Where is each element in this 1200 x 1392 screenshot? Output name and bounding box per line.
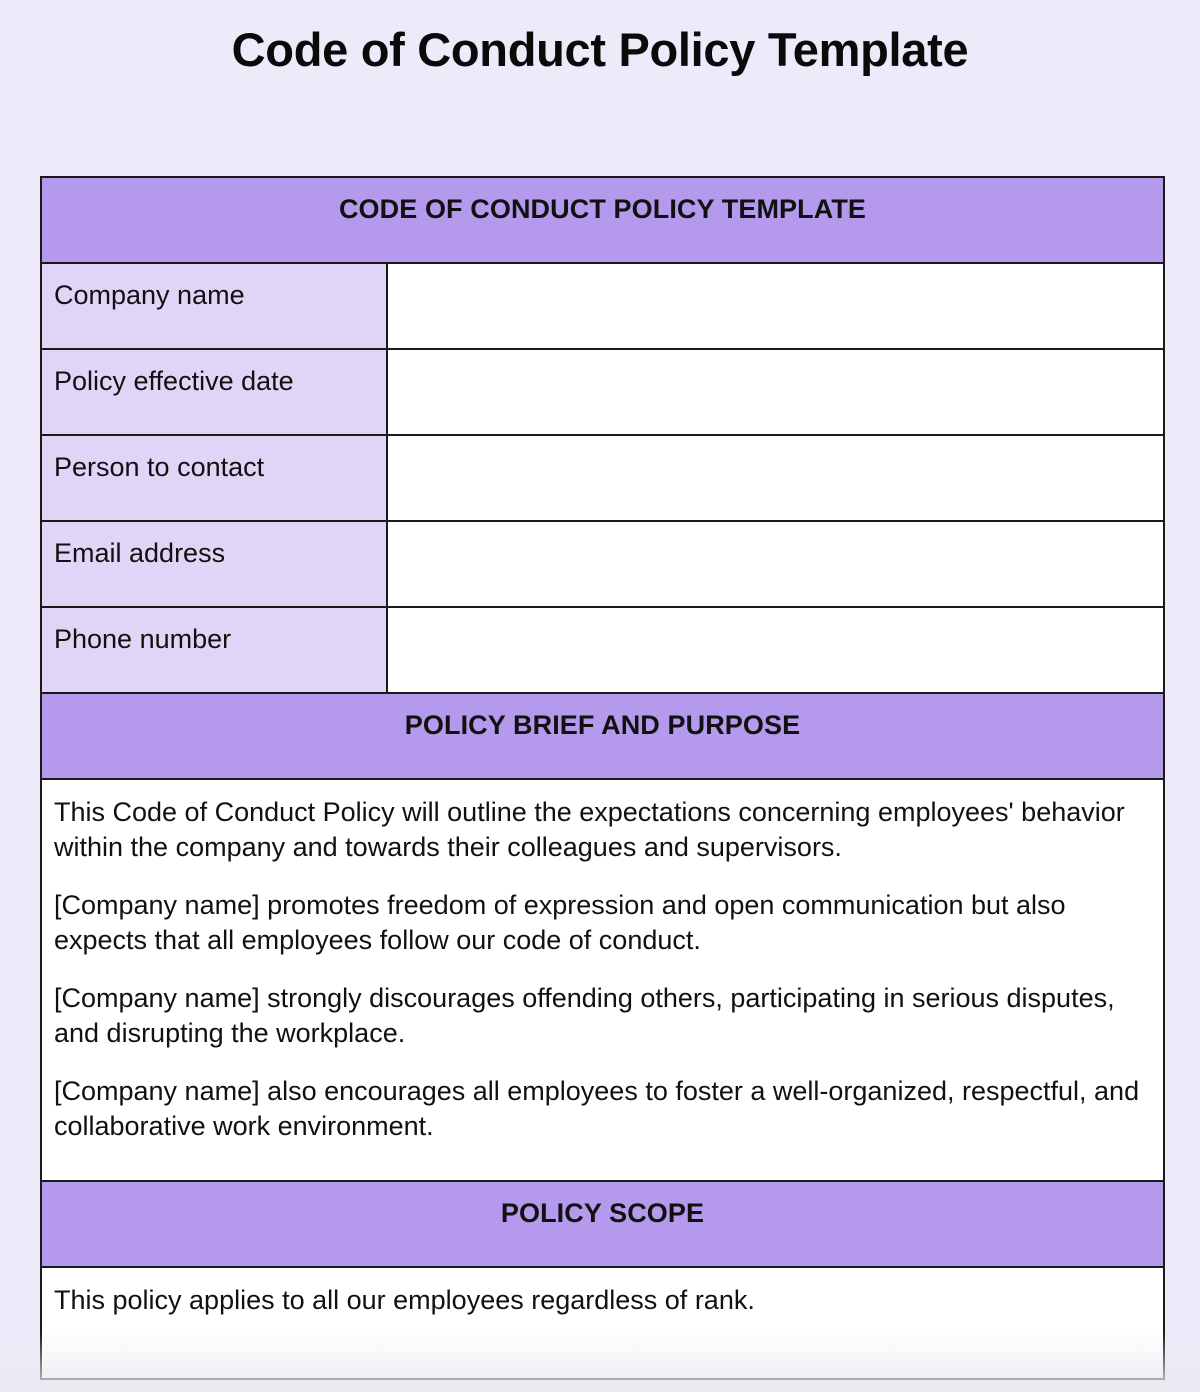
field-row-phone-number [41,607,1164,693]
field-label-policy-effective-date: Policy effective date [41,349,387,435]
field-label-company-name: Company name [41,263,387,349]
paragraph: [Company name] strongly discourages offending others, participating in serious disputes, and disrupting the workplace. [54,983,1115,1048]
section-heading-policy-brief: POLICY BRIEF AND PURPOSE [41,693,1164,779]
field-label-phone-number: Phone number [41,607,387,693]
phone-number-field[interactable] [387,607,1164,693]
field-row-policy-effective-date [41,349,1164,435]
policy-effective-date-field[interactable] [387,349,1164,435]
paragraph: This Code of Conduct Policy will outline the expectations concerning employees' behavior within the company and towards their colleagues and supervisors. [54,797,1125,862]
page-title: Code of Conduct Policy Template [231,23,969,76]
field-row-company-name [41,263,1164,349]
table-header: CODE OF CONDUCT POLICY TEMPLATE [41,177,1164,263]
section-body-policy-brief [41,779,1164,1181]
company-name-field[interactable] [387,263,1164,349]
section-heading-policy-scope: POLICY SCOPE [41,1181,1164,1267]
field-label-person-to-contact: Person to contact [41,435,387,521]
person-to-contact-field[interactable] [387,435,1164,521]
paragraph: [Company name] promotes freedom of expression and open communication but also expects that all employees follow our code of conduct. [54,890,1066,955]
section-body-policy-scope [41,1267,1164,1379]
field-label-email-address: Email address [41,521,387,607]
field-row-email-address [41,521,1164,607]
section-body-row-policy-scope [41,1267,1164,1379]
paragraph: [Company name] also encourages all employees to foster a well-organized, respectful, and collaborative work environment. [54,1076,1140,1141]
email-address-field[interactable] [387,521,1164,607]
field-row-person-to-contact [41,435,1164,521]
paragraph: This policy applies to all our employees regardless of rank. [54,1285,755,1315]
section-header-row-policy-brief [41,693,1164,779]
section-header-row-policy-scope [41,1181,1164,1267]
table-header-row [41,177,1164,263]
section-body-row-policy-brief [41,779,1164,1181]
policy-table [40,176,1165,1380]
